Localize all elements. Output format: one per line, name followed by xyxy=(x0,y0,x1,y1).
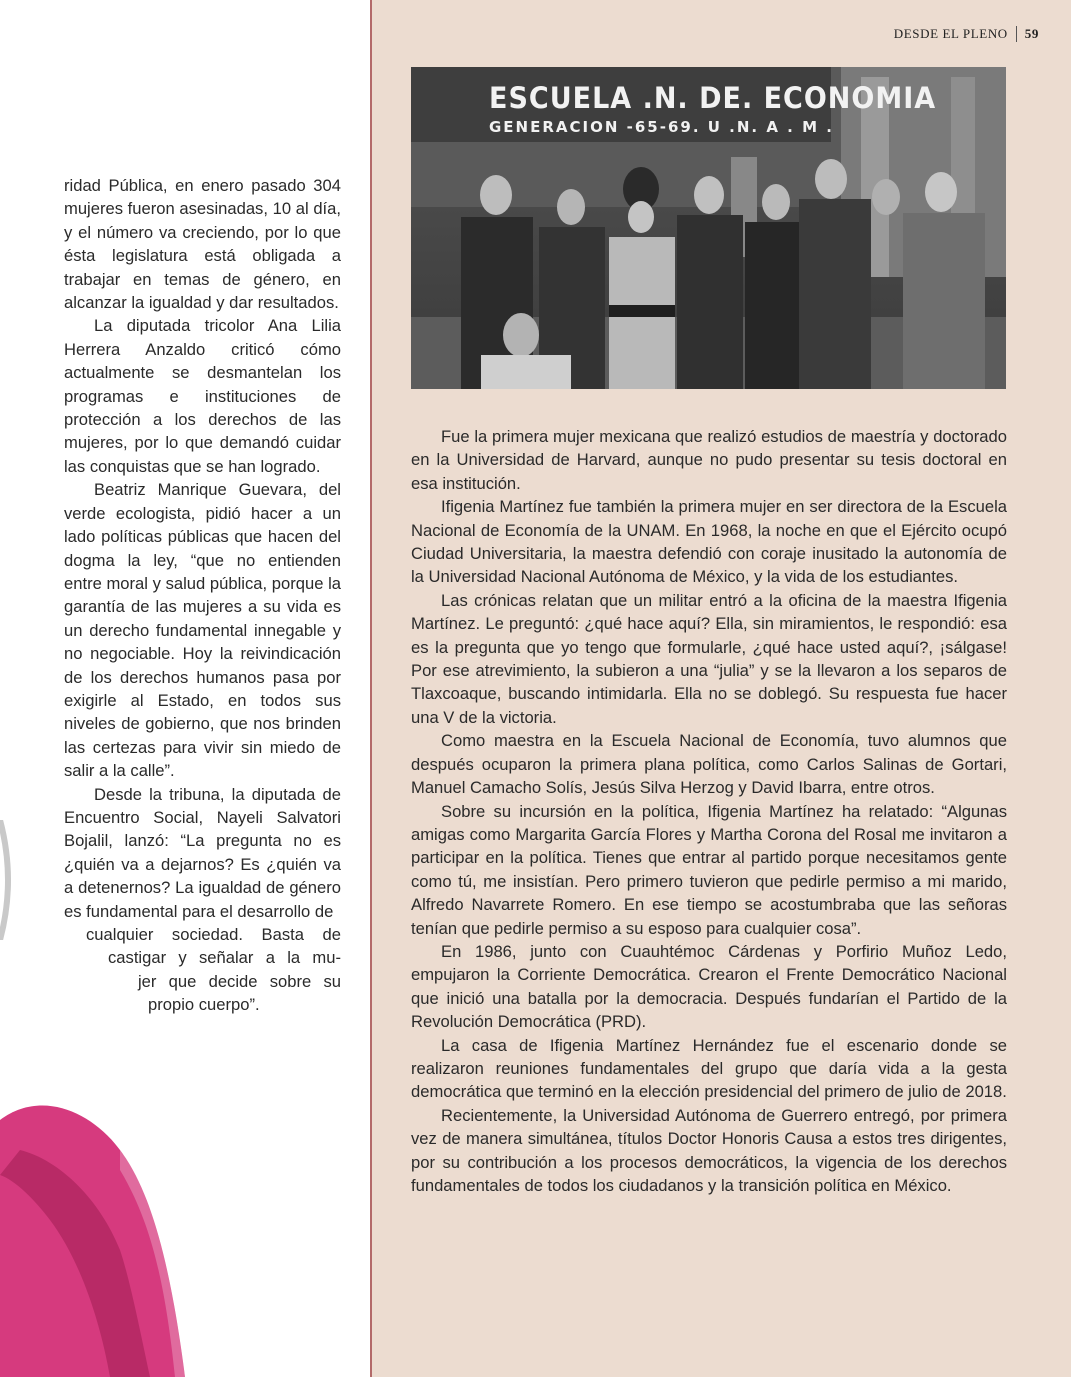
page-header xyxy=(894,26,1039,42)
photo-sign-text xyxy=(489,81,937,136)
pink-jacket-figure xyxy=(0,1080,200,1377)
right-paragraph-1: Fue la primera mujer mexicana que realizó estudios de maestría y doctorado en la Universidad de Harvard, aunque no pudo presentar su tesis doctoral en esa institución. xyxy=(411,427,1007,493)
page-number: 59 xyxy=(1024,26,1039,41)
right-paragraph-6: En 1986, junto con Cuauhtémoc Cárdenas y Porfirio Muñoz Ledo, empujaron la Corriente Democrática. Crearon el Frente Democrático Nacional que inició una batalla por la democracia. Después fundarían el Partido de la Revolución Democrática (PRD). xyxy=(411,941,1007,1032)
edge-figure-arc xyxy=(0,820,20,940)
tail-line-1: cualquier sociedad. Basta de xyxy=(86,925,341,944)
left-text-column xyxy=(64,174,341,1017)
right-paragraph-7: La casa de Ifigenia Martínez Hernández fue el escenario donde se realizaron reuniones fundamentales del grupo que daría vida a la gesta democrática que terminó en la elección presidencial del primero de julio de 2018. xyxy=(411,1035,1007,1102)
section-title: DESDE EL PLENO xyxy=(893,26,1008,41)
left-paragraph-4: Desde la tribuna, la diputada de Encuentro Social, Nayeli Salvatori Bojalil, lanzó: “La pregunta no es ¿quién va a dejarnos? Es ¿quién va a detenernos? La igualdad de género es fundamental para el desarrollo de xyxy=(64,784,341,921)
photo-sign-line1: ESCUELA .N. DE. ECONOMIA xyxy=(489,81,937,116)
right-paragraph-3: Las crónicas relatan que un militar entró a la oficina de la maestra Ifigenia Martínez. Le preguntó: ¿qué hace aquí? Ella, sin miramientos, le respondió: esa es la pregunta que yo tengo que formularle, ¿qué hace usted aquí?, ¡sálgase! Por ese atrevimiento, la subieron a una “julia” y se la llevaron a los separos de Tlaxcoaque, buscando intimidarla. Ella no se doblegó. Su respuesta fue hacer una V de la victoria. xyxy=(411,590,1007,727)
tail-line-2: castigar y señalar a la mu- xyxy=(108,948,341,968)
left-paragraph-3: Beatriz Manrique Guevara, del verde ecologista, pidió hacer a un lado políticas públicas que hacen del dogma la ley, “que no entienden entre moral y salud pública, porque la garantía de las mujeres a su vida es un derecho fundamental innegable y no negociable. Hoy la reivindicación de los derechos humanos pasa por exigirle al Estado, en todos sus niveles de gobierno, que nos brinden las certezas para vivir sin miedo de salir a la calle”. xyxy=(64,480,341,781)
photo-sign-line2: GENERACION -65-69. U .N. A . M . xyxy=(489,118,834,136)
tail-line-4: propio cuerpo”. xyxy=(148,995,260,1015)
left-paragraph-1: ridad Pública, en enero pasado 304 mujeres fueron asesinadas, 10 al día, y el número va creciendo, por lo que ésta legislatura está obligada a trabajar en temas de género, en alcanzar la igualdad y dar resultados. xyxy=(64,176,341,313)
right-text-column xyxy=(411,425,1007,1197)
right-paragraph-8: Recientemente, la Universidad Autónoma de Guerrero entregó, por primera vez de manera simultánea, títulos Doctor Honoris Causa a estos tres dirigentes, por su contribución a los procesos democráticos, la vigencia de los derechos fundamentales de todos los ciudadanos y la transición política en México. xyxy=(411,1105,1007,1195)
right-paragraph-5: Sobre su incursión en la política, Ifigenia Martínez ha relatado: “Algunas amigas como Margarita García Flores y Martha Corona del Rosal me invitaron a participar en la política. Tienes que entrar al partido porque necesitamos gente como tú, me insistían. Pero primero tuvieron que pedirle permiso a mi marido, Alfredo Navarrete Romero. En ese tiempo se acostumbraba que las señoras tenían que pedirle permiso a su esposo para cualquier cosa”. xyxy=(411,801,1007,938)
left-paragraph-4-tail xyxy=(64,923,341,1017)
right-paragraph-4: Como maestra en la Escuela Nacional de Economía, tuvo alumnos que después ocuparon la primera plana política, como Carlos Salinas de Gortari, Manuel Camacho Solís, Jesús Silva Herzog y David Ibarra, entre otros. xyxy=(411,731,1007,798)
header-separator xyxy=(1016,26,1017,42)
right-paragraph-2: Ifigenia Martínez fue también la primera mujer en ser directora de la Escuela Nacional de Economía de la UNAM. En 1968, la noche en que el Ejército ocupó Ciudad Universitaria, la maestra defendió con coraje inusitado la autonomía de la Universidad Nacional Autónoma de México, y la vida de los estudiantes. xyxy=(411,497,1007,587)
tail-line-3: jer que decide sobre su xyxy=(138,971,341,991)
historical-group-photo xyxy=(411,67,1006,389)
left-paragraph-2: La diputada tricolor Ana Lilia Herrera Anzaldo criticó cómo actualmente se desmantelan los programas e instituciones de protección a los derechos de las mujeres, por lo que demandó cuidar las conquistas que se han logrado. xyxy=(64,316,341,476)
column-divider xyxy=(370,0,372,1377)
